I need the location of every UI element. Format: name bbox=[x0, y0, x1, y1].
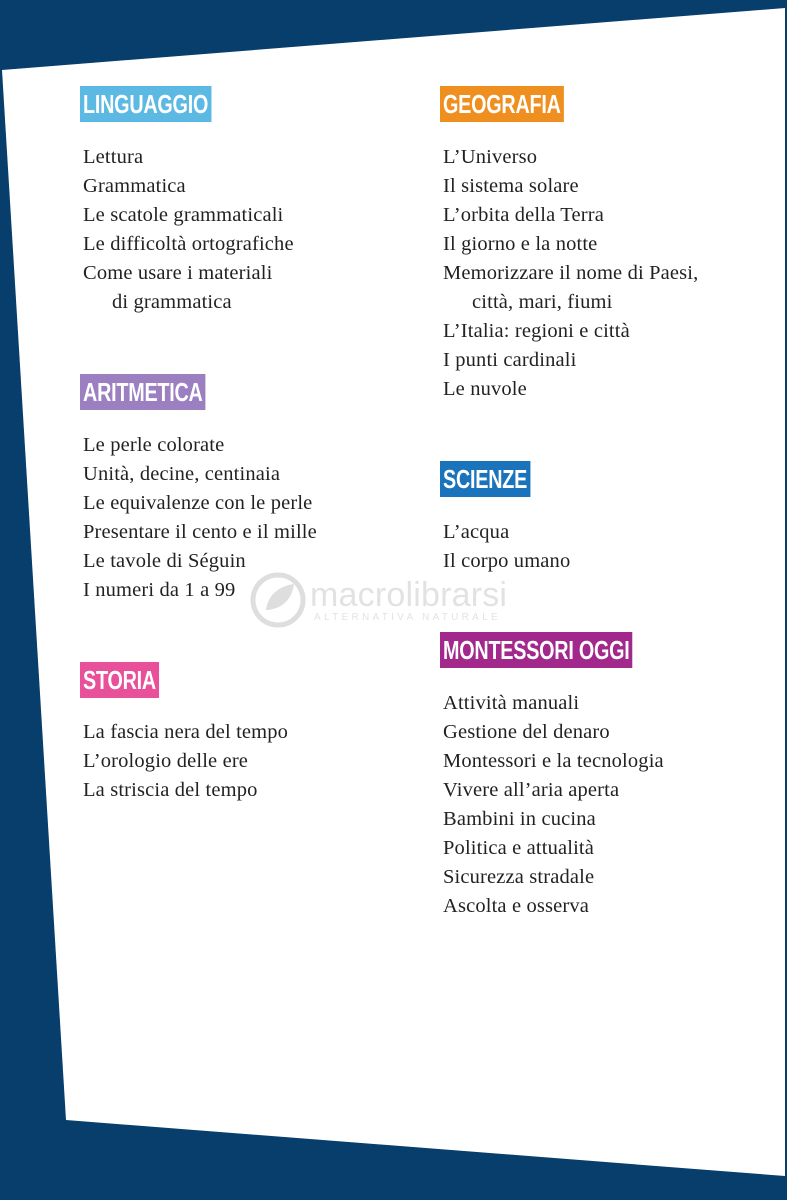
list-item: L’orologio delle ere bbox=[83, 750, 249, 772]
aritmetica-list bbox=[83, 431, 317, 605]
list-item: L’orbita della Terra bbox=[443, 204, 604, 226]
list-item: I numeri da 1 a 99 bbox=[83, 579, 236, 601]
scienze-list bbox=[443, 518, 570, 576]
list-item: Montessori e la tecnologia bbox=[443, 750, 664, 772]
geografia-list bbox=[443, 143, 698, 404]
list-item: Attività manuali bbox=[443, 692, 580, 714]
list-item: Il giorno e la notte bbox=[443, 233, 598, 255]
montessori-oggi-list bbox=[443, 689, 664, 921]
list-item: Il corpo umano bbox=[443, 550, 571, 572]
section-title-scienze: SCIENZE bbox=[440, 461, 530, 497]
list-item: Lettura bbox=[83, 146, 144, 168]
list-item: Le equivalenze con le perle bbox=[83, 492, 313, 514]
list-item: di grammatica bbox=[112, 291, 232, 313]
list-item: Politica e attualità bbox=[443, 837, 595, 859]
list-item: Memorizzare il nome di Paesi, bbox=[443, 262, 699, 284]
list-item: Le scatole grammaticali bbox=[83, 204, 284, 226]
watermark-tagline: ALTERNATIVA NATURALE bbox=[314, 612, 501, 623]
list-item: Gestione del denaro bbox=[443, 721, 610, 743]
linguaggio-list bbox=[83, 143, 294, 317]
watermark-brand-name: macrolibrarsi bbox=[310, 576, 508, 614]
section-title-linguaggio: LINGUAGGIO bbox=[80, 86, 211, 122]
section-title-aritmetica: ARITMETICA bbox=[80, 374, 206, 410]
list-item: Ascolta e osserva bbox=[443, 895, 589, 917]
list-item: Il sistema solare bbox=[443, 175, 579, 197]
list-item: Come usare i materiali bbox=[83, 262, 273, 284]
list-item: L’Italia: regioni e città bbox=[443, 320, 630, 342]
list-item: Presentare il cento e il mille bbox=[83, 521, 317, 543]
list-item: Le nuvole bbox=[443, 378, 527, 400]
list-item: L’acqua bbox=[443, 521, 510, 543]
section-title-geografia: GEOGRAFIA bbox=[440, 86, 564, 122]
list-item: La fascia nera del tempo bbox=[83, 721, 289, 743]
list-item: Bambini in cucina bbox=[443, 808, 596, 830]
list-item: città, mari, fiumi bbox=[472, 291, 613, 313]
storia-list bbox=[83, 718, 288, 805]
list-item: Vivere all’aria aperta bbox=[443, 779, 620, 801]
list-item: La striscia del tempo bbox=[83, 779, 258, 801]
list-item: Le difficoltà ortografiche bbox=[83, 233, 294, 255]
section-title-montessori-oggi: MONTESSORI OGGI bbox=[440, 632, 633, 668]
section-title-storia: STORIA bbox=[80, 662, 159, 698]
list-item: Sicurezza stradale bbox=[443, 866, 595, 888]
list-item: L’Universo bbox=[443, 146, 538, 168]
list-item: I punti cardinali bbox=[443, 349, 577, 371]
list-item: Unità, decine, centinaia bbox=[83, 463, 281, 485]
list-item: Le perle colorate bbox=[83, 434, 225, 456]
list-item: Le tavole di Séguin bbox=[83, 550, 246, 572]
list-item: Grammatica bbox=[83, 175, 186, 197]
